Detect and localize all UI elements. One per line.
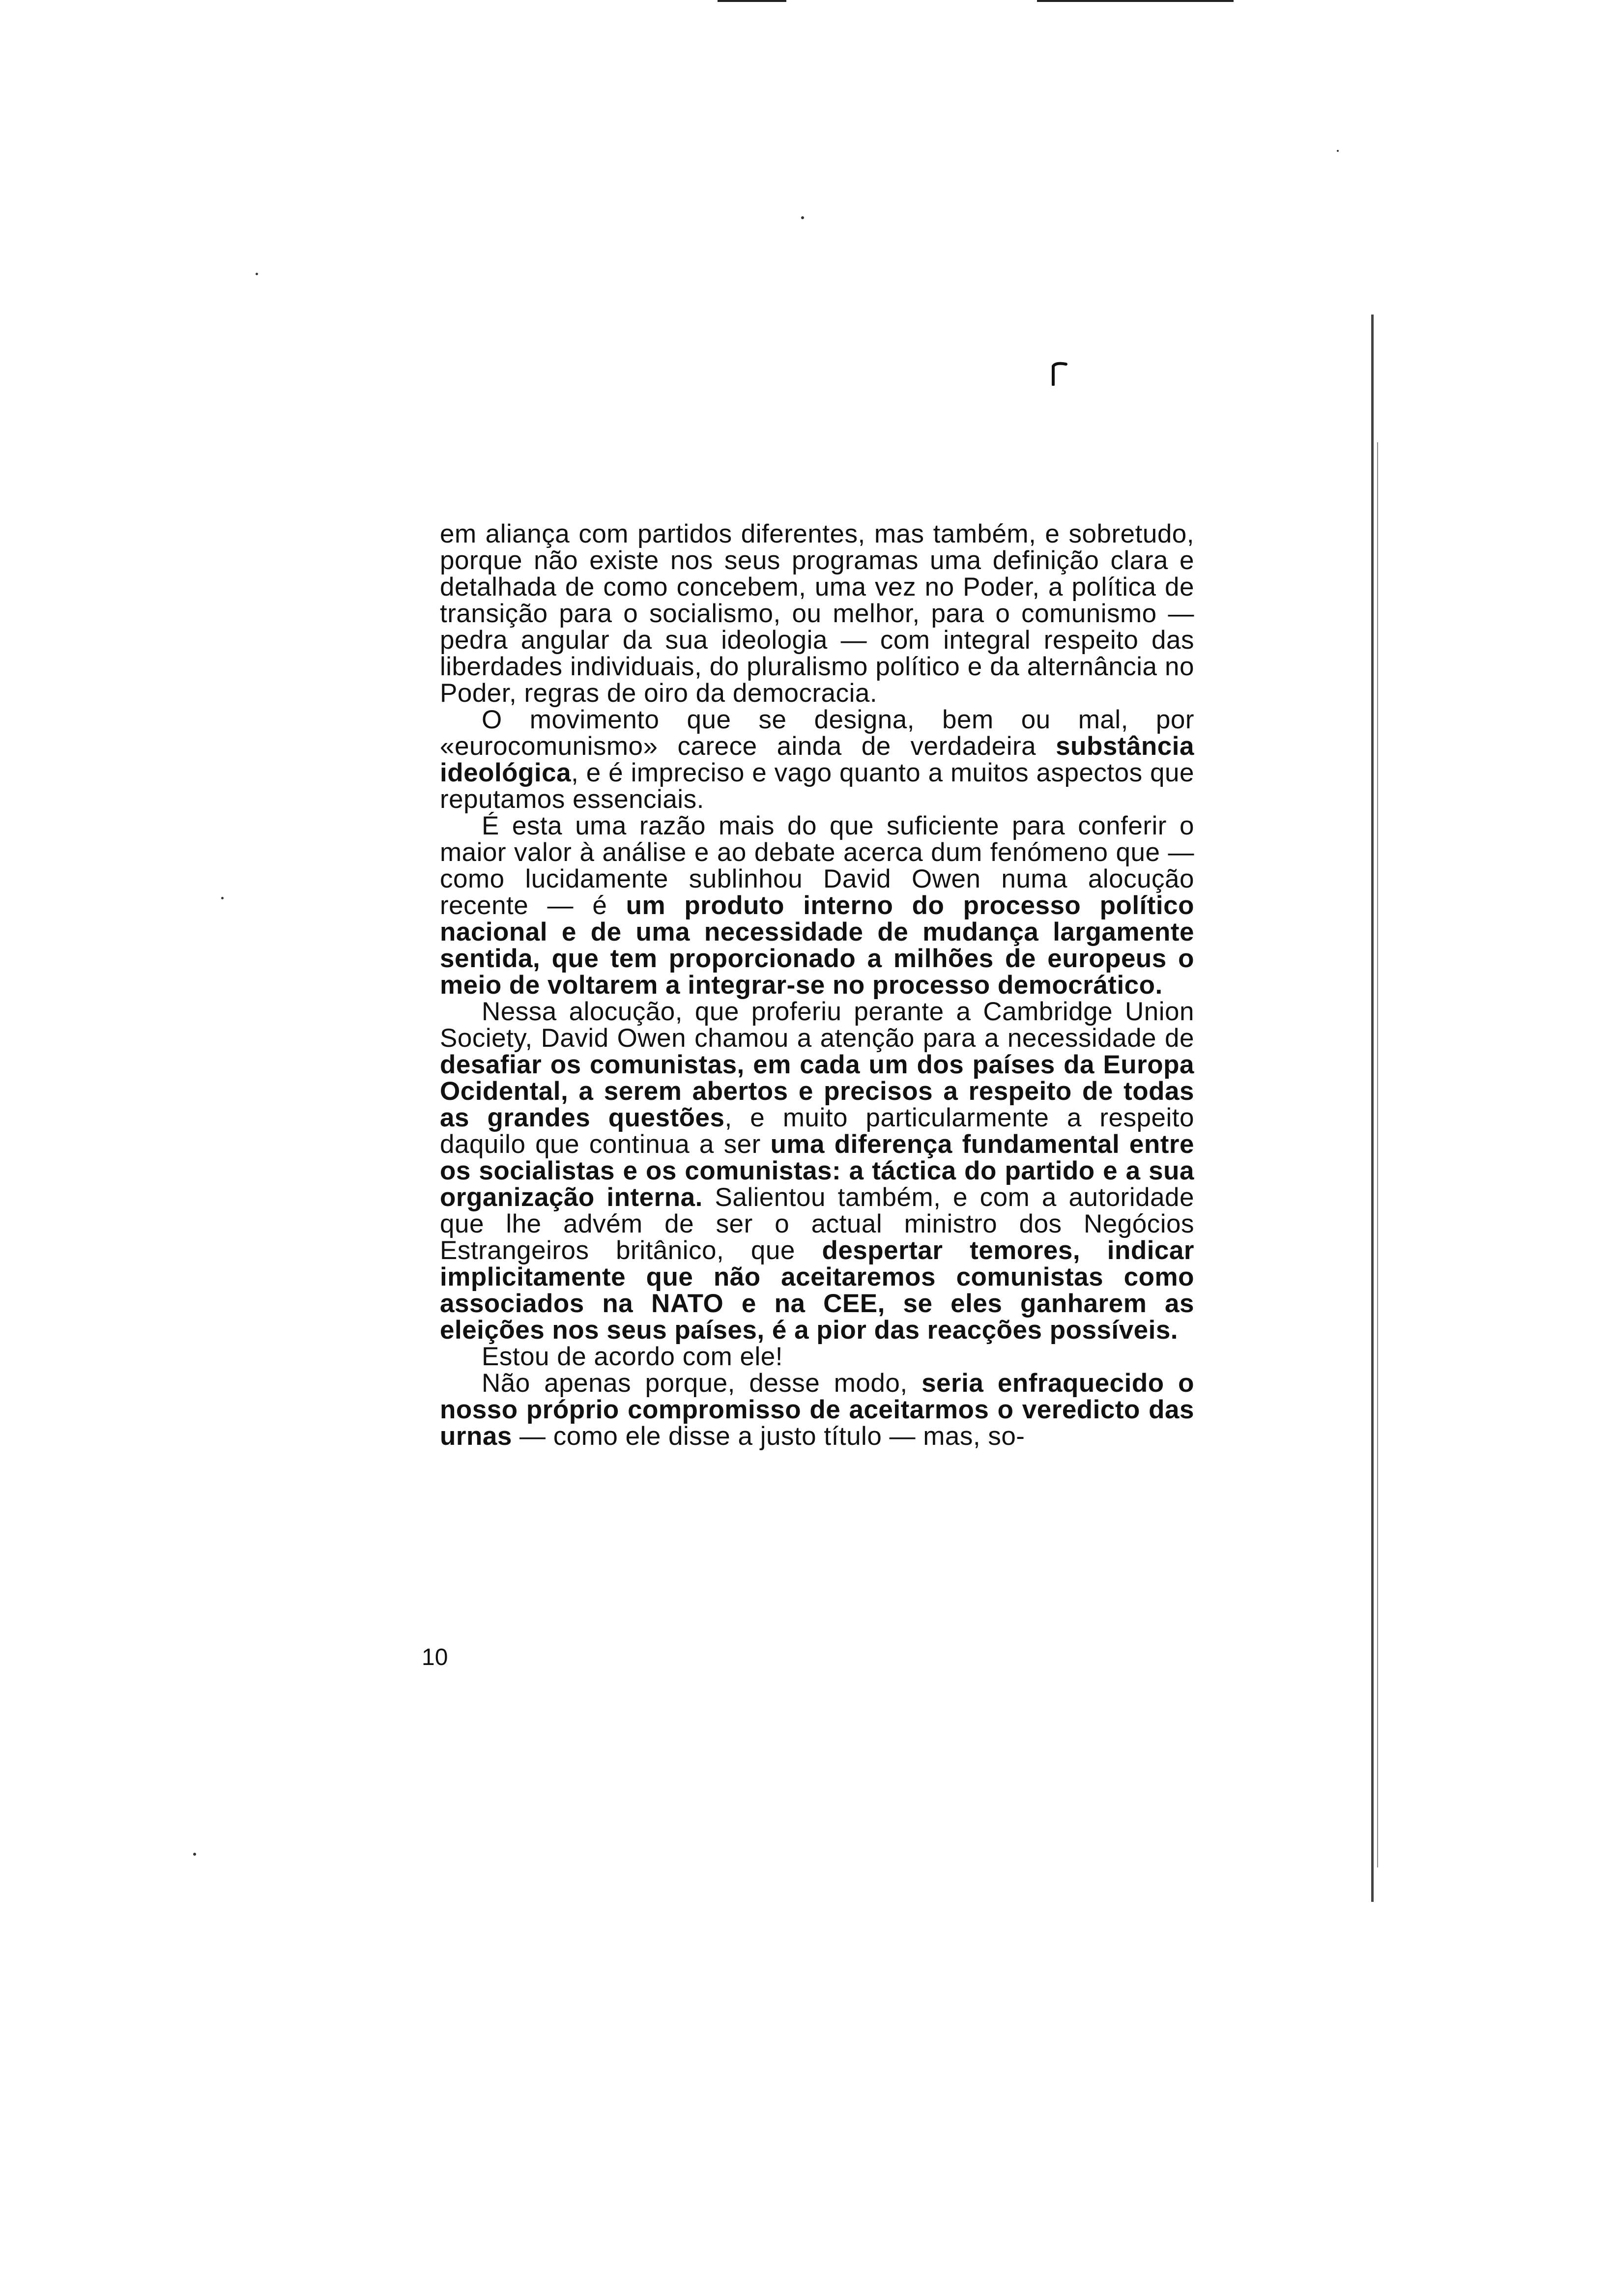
- bold-text-run: despertar temores, indicar implicitamente que não aceitaremos comunistas como associados na NATO e na CEE, se eles ganharem as eleições nos seus países, é a pior das reacções possíveis.: [440, 1236, 1194, 1345]
- page-number: 10: [422, 1644, 448, 1670]
- corner-mark-icon: [1049, 361, 1069, 386]
- scan-top-rule-left: [718, 0, 786, 2]
- scan-binding-edge: [1371, 315, 1374, 1902]
- scan-speck: [193, 1853, 196, 1856]
- bold-text-run: um produto interno do processo político nacional e de uma necessidade de mudança largamente sentida, que tem proporcionado a milhões de europeus o meio de voltarem a integrar-se no processo democrático.: [440, 891, 1195, 1000]
- scan-speck: [1337, 150, 1339, 152]
- text-run: em aliança com partidos diferentes, mas também, e sobretudo, porque não existe nos seus programas uma definição clara e detalhada de como concebem, uma vez no Poder, a política de transição para o socialismo, ou melhor, para o comunismo — pedra angular da sua ideologia — com integral respeito das liberdades individuais, do pluralismo político e da alternância no Poder, regras de oiro da democracia.: [440, 519, 1194, 708]
- body-text: [440, 521, 1194, 1450]
- text-run: O movimento que se designa, bem ou mal, por «eurocomunismo» carece ainda de verdadeira: [440, 705, 1194, 761]
- paragraph: [440, 1344, 1194, 1370]
- bold-text-run: uma diferença fundamental entre os socialistas e os comunistas: a táctica do partido e a sua organização interna.: [440, 1130, 1194, 1212]
- scan-top-rule-right: [1037, 0, 1234, 2]
- text-run: , e muito particularmente a respeito daquilo que continua a ser: [440, 1103, 1194, 1159]
- text-run: , e é impreciso e vago quanto a muitos aspectos que reputamos essenciais.: [440, 758, 1194, 814]
- scan-speck: [801, 216, 804, 219]
- paragraph: [440, 521, 1194, 707]
- bold-text-run: seria enfraquecido o nosso próprio compromisso de aceitarmos o veredicto das urnas: [440, 1369, 1194, 1451]
- text-run: — como ele disse a justo título — mas, so-: [512, 1422, 1025, 1451]
- paragraph: [440, 707, 1194, 813]
- scan-binding-edge-thin: [1377, 442, 1378, 1867]
- text-run: É esta uma razão mais do que suficiente para conferir o maior valor à análise e ao debate acerca dum fenómeno que — como lucidamente sublinhou David Owen numa alocução recente — é: [440, 811, 1194, 920]
- paragraph: [440, 999, 1194, 1344]
- scan-speck: [256, 273, 258, 275]
- paragraph: [440, 1370, 1194, 1450]
- scan-speck: [221, 897, 224, 899]
- text-run: Nessa alocução, que proferiu perante a Cambridge Union Society, David Owen chamou a atenção para a necessidade de: [440, 997, 1194, 1053]
- text-run: Salientou também, e com a autoridade que lhe advém de ser o actual ministro dos Negócios Estrangeiros britânico, que: [440, 1183, 1195, 1265]
- text-run: Estou de acordo com ele!: [482, 1342, 783, 1371]
- bold-text-run: substância ideológica: [440, 732, 1194, 787]
- bold-text-run: desafiar os comunistas, em cada um dos países da Europa Ocidental, a serem abertos e precisos a respeito de todas as grandes questões: [440, 1050, 1194, 1132]
- paragraph: [440, 813, 1194, 999]
- text-run: Não apenas porque, desse modo,: [482, 1369, 922, 1398]
